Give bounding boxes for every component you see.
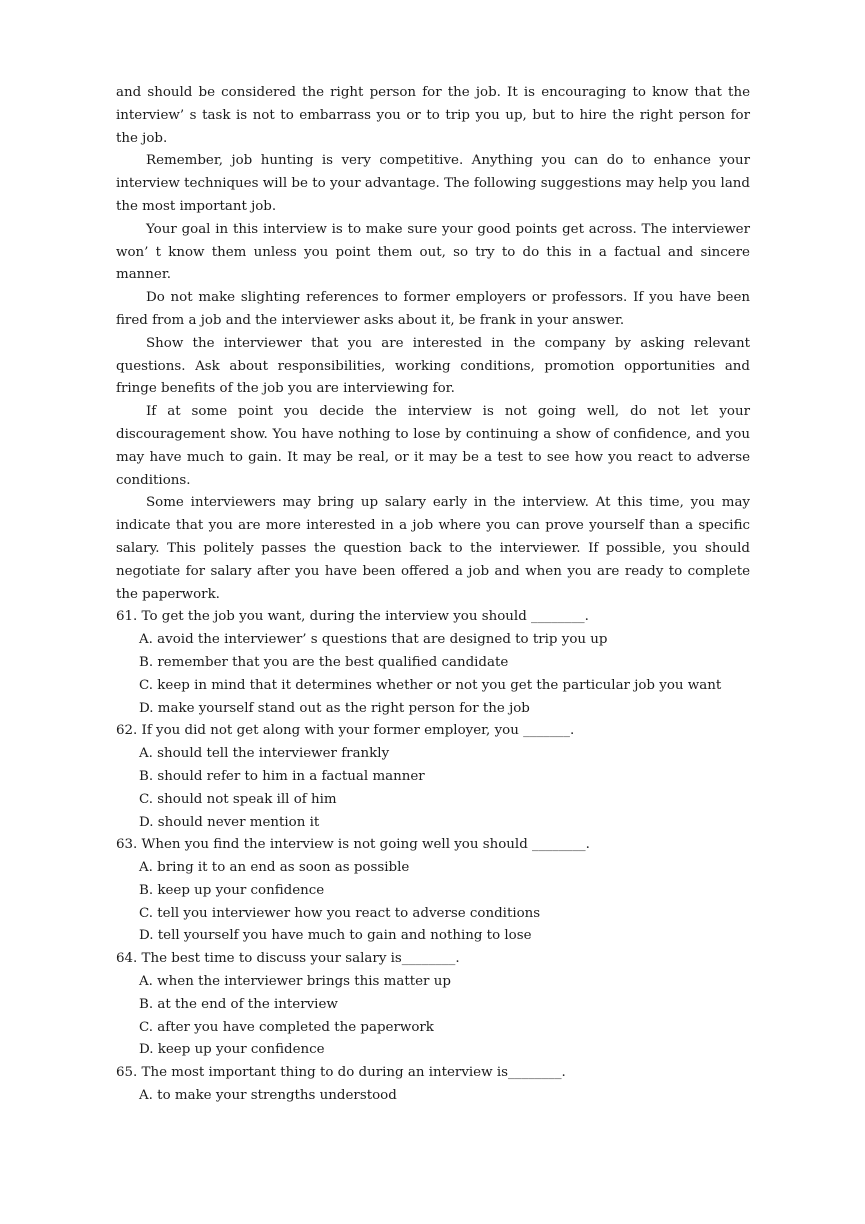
- option-a: A. should tell the interviewer frankly: [139, 746, 390, 762]
- option-d: D. make yourself stand out as the right person for the job: [139, 700, 530, 716]
- question-61: [116, 606, 750, 720]
- question-stem: 64. The best time to discuss your salary is________.: [116, 951, 460, 967]
- option-a: A. avoid the interviewer’ s questions that are designed to trip you up: [139, 632, 608, 648]
- option-c: C. tell you interviewer how you react to adverse conditions: [139, 905, 541, 921]
- question-62: [116, 720, 750, 834]
- passage-paragraph: Your goal in this interview is to make sure your good points get across. The interviewer won’ t know them unless you point them out, so try to do this in a factual and sincere manner.: [116, 221, 750, 283]
- question-64: [116, 948, 750, 1062]
- question-65: [116, 1062, 750, 1108]
- option-a: A. when the interviewer brings this matter up: [139, 974, 451, 990]
- option-b: B. at the end of the interview: [139, 996, 338, 1012]
- question-stem: 65. The most important thing to do during an interview is________.: [116, 1065, 566, 1081]
- passage-paragraph: Remember, job hunting is very competitive. Anything you can do to enhance your interview techniques will be to your advantage. The following suggestions may help you land the most important job.: [116, 153, 750, 214]
- question-stem: 62. If you did not get along with your former employer, you _______.: [116, 723, 575, 739]
- option-d: D. keep up your confidence: [139, 1042, 325, 1058]
- option-b: B. keep up your confidence: [139, 882, 325, 898]
- option-a: A. to make your strengths understood: [139, 1088, 397, 1104]
- question-stem: 63. When you find the interview is not going well you should ________.: [116, 837, 590, 853]
- passage-paragraph: and should be considered the right person for the job. It is encouraging to know that the interview’ s task is not to embarrass you or to trip you up, but to hire the right person for the job.: [116, 85, 750, 146]
- document-page: [116, 82, 750, 1108]
- passage-paragraph: If at some point you decide the interview is not going well, do not let your discouragement show. You have nothing to lose by continuing a show of confidence, and you may have much to gain. It may be real, or it may be a test to see how you react to adverse conditions.: [116, 404, 750, 488]
- option-b: B. remember that you are the best qualified candidate: [139, 654, 509, 670]
- reading-passage: [116, 82, 750, 606]
- option-d: D. tell yourself you have much to gain and nothing to lose: [139, 928, 532, 944]
- passage-paragraph: Show the interviewer that you are interested in the company by asking relevant questions. Ask about responsibilities, working conditions, promotion opportunities and fringe benefits of the job you are interviewing for.: [116, 335, 750, 397]
- option-b: B. should refer to him in a factual manner: [139, 768, 425, 784]
- option-c: C. should not speak ill of him: [139, 791, 337, 807]
- question-stem: 61. To get the job you want, during the interview you should ________.: [116, 609, 589, 625]
- option-a: A. bring it to an end as soon as possible: [139, 860, 410, 876]
- question-list: [116, 606, 750, 1108]
- option-d: D. should never mention it: [139, 814, 320, 830]
- passage-paragraph: Do not make slighting references to former employers or professors. If you have been fired from a job and the interviewer asks about it, be frank in your answer.: [116, 290, 750, 328]
- option-c: C. after you have completed the paperwork: [139, 1019, 434, 1035]
- passage-paragraph: Some interviewers may bring up salary early in the interview. At this time, you may indicate that you are more interested in a job where you can prove yourself than a specific salary. This politely passes the question back to the interviewer. If possible, you should negotiate for salary after you have been offered a job and when you are ready to complete the paperwork.: [116, 495, 750, 602]
- question-63: [116, 834, 750, 948]
- option-c: C. keep in mind that it determines whether or not you get the particular job you want: [139, 677, 722, 693]
